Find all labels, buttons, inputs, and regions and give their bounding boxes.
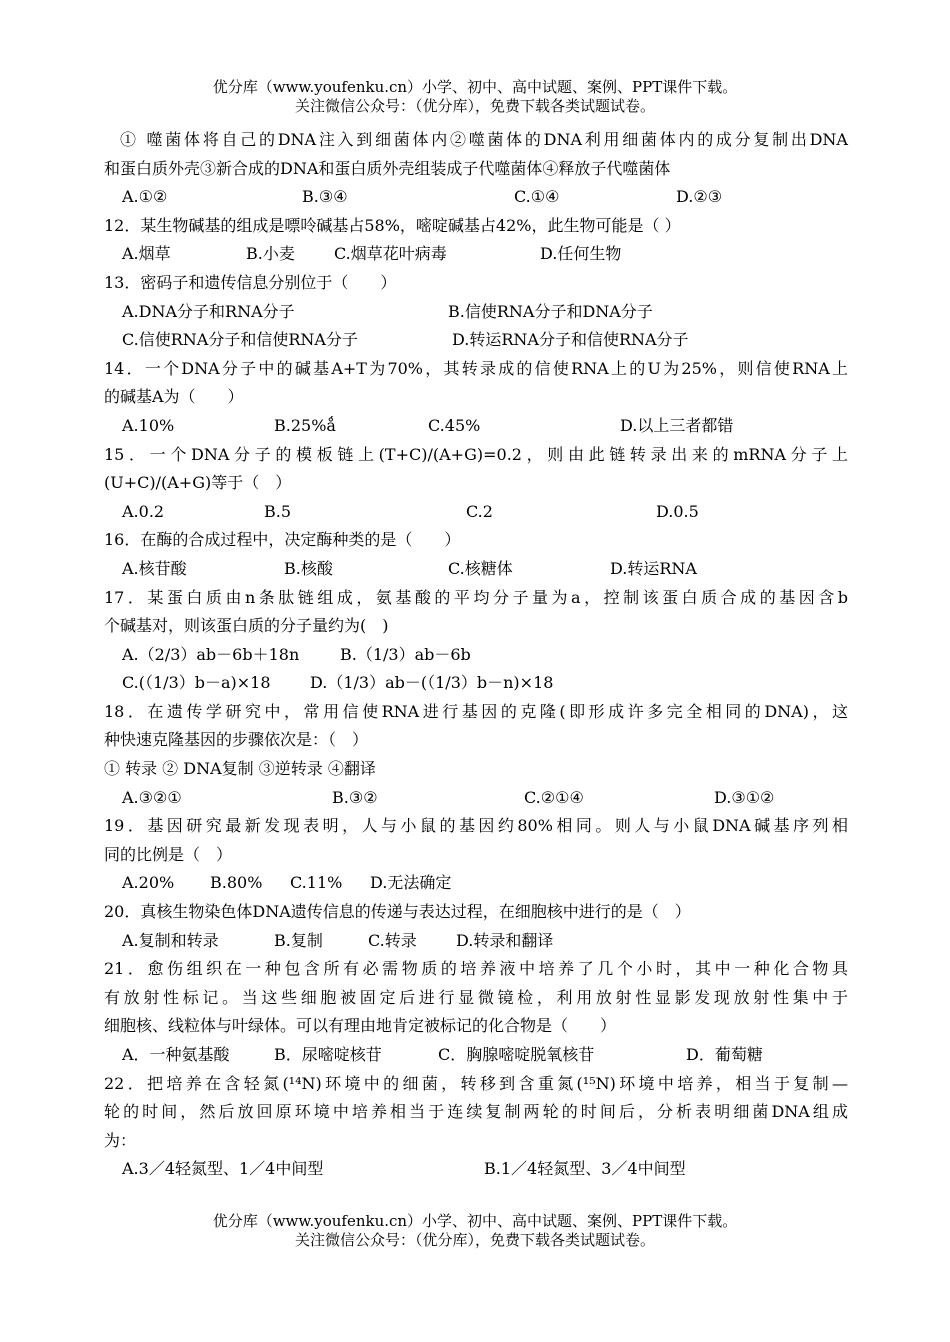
q22-options [104, 1155, 848, 1184]
q16-option-c: C.核糖体 [448, 558, 513, 578]
q21-option-b: B．尿嘧啶核苷 [274, 1045, 382, 1064]
q13-options-row-2 [104, 326, 848, 355]
q20-options [104, 927, 848, 956]
q13-stem: 13．密码子和遗传信息分别位于（ ） [104, 272, 397, 292]
q14-stem-line-1: 14．一个DNA分子中的碱基A+T为70%，其转录成的信使RNA上的U为25%，则信使RNA上 [104, 358, 848, 378]
q19-options [104, 869, 848, 898]
q12-option-a: A.烟草 [122, 244, 171, 264]
q21-option-c: C．胸腺嘧啶脱氧核苷 [438, 1045, 595, 1064]
q17-stem-line-2: 个碱基对，则该蛋白质的分子量约为( ) [104, 616, 389, 636]
q16-option-b: B.核酸 [284, 558, 333, 578]
q14-option-b: B.25%ǻ [274, 415, 336, 435]
q12-option-c: C.烟草花叶病毒 [334, 244, 447, 264]
q11-option-b: B.③④ [302, 187, 348, 207]
q15-option-a: A.0.2 [122, 501, 165, 521]
q18-steps: ① 转录 ② DNA复制 ③逆转录 ④翻译 [104, 759, 376, 779]
q18-stem-line-2: 种快速克隆基因的步骤依次是：（ ） [104, 730, 369, 750]
q15-stem-line-2: (U+C)/(A+G)等于（ ） [104, 473, 292, 493]
q14-stem-line-2: 的碱基A为（ ） [104, 387, 244, 407]
header-line-1: 优分库（www.youfenku.cn）小学、初中、高中试题、案例、PPT课件下载。 [212, 78, 738, 96]
q14-option-c: C.45% [428, 415, 481, 435]
q21-stem-line-1: 21．愈伤组织在一种包含所有必需物质的培养液中培养了几个小时，其中一种化合物具 [104, 959, 848, 979]
q11-option-a: A.①② [122, 187, 168, 207]
q22-stem-line-3: 为： [104, 1130, 137, 1150]
q19-option-c: C.11% [290, 873, 343, 893]
q11-option-c: C.①④ [514, 187, 560, 207]
q17-options-row-2 [104, 669, 848, 698]
footer-line-1: 优分库（www.youfenku.cn）小学、初中、高中试题、案例、PPT课件下载。 [212, 1212, 738, 1230]
footer-line-2: 关注微信公众号：（优分库），免费下载各类试题试卷。 [294, 1231, 655, 1249]
q15-options [104, 498, 848, 527]
q21-stem-line-2: 有放射性标记。当这些细胞被固定后进行显微镜检，利用放射性显影发现放射性集中于 [104, 987, 848, 1007]
q18-options [104, 784, 848, 813]
q18-option-a: A.③②① [122, 787, 182, 807]
q20-stem: 20．真核生物染色体DNA遗传信息的传递与表达过程，在细胞核中进行的是（ ） [104, 902, 691, 922]
q14-option-a: A.10% [122, 415, 175, 435]
q19-stem-line-2: 同的比例是（ ） [104, 844, 233, 864]
q18-option-d: D.③①② [714, 787, 775, 807]
q13-options-row-1 [104, 298, 848, 327]
q19-option-b: B.80% [210, 873, 263, 893]
q16-option-a: A.核苷酸 [122, 558, 187, 578]
q22-stem-line-1: 22．把培养在含轻氮(¹⁴N)环境中的细菌，转移到含重氮(¹⁵N)环境中培养，相当于复制— [104, 1073, 848, 1093]
q15-option-d: D.0.5 [656, 501, 699, 521]
q22-option-a: A.3／4轻氮型、1／4中间型 [122, 1159, 324, 1179]
q18-stem-line-1: 18．在遗传学研究中，常用信使RNA进行基因的克隆(即形成许多完全相同的DNA)，这 [104, 701, 848, 721]
question-body [104, 126, 848, 1184]
q21-options [104, 1041, 848, 1070]
q13-option-c: C.信使RNA分子和信使RNA分子 [122, 330, 358, 350]
q12-options [104, 240, 848, 269]
q17-option-a: A.（2/3）ab－6b＋18n [122, 644, 300, 664]
q17-option-c: C.(（1/3）b－a)×18 [122, 673, 271, 693]
q11-stem-line-2: 和蛋白质外壳③新合成的DNA和蛋白质外壳组装成子代噬菌体④释放子代噬菌体 [104, 158, 671, 178]
page-footer [0, 1212, 950, 1250]
q20-option-d: D.转录和翻译 [456, 930, 554, 950]
q18-option-c: C.②①④ [524, 787, 584, 807]
q13-option-a: A.DNA分子和RNA分子 [122, 301, 295, 321]
q22-option-b: B.1／4轻氮型、3／4中间型 [484, 1159, 686, 1179]
q13-option-d: D.转运RNA分子和信使RNA分子 [452, 330, 689, 350]
q12-option-b: B.小麦 [246, 244, 295, 264]
q20-option-a: A.复制和转录 [122, 930, 219, 950]
q16-option-d: D.转运RNA [610, 558, 697, 578]
q19-option-d: D.无法确定 [370, 873, 452, 893]
q21-stem-line-3: 细胞核、线粒体与叶绿体。可以有理由地肯定被标记的化合物是（ ） [104, 1016, 617, 1036]
q17-options-row-1 [104, 641, 848, 670]
q18-option-b: B.③② [332, 787, 378, 807]
q15-option-b: B.5 [264, 501, 292, 521]
q15-option-c: C.2 [466, 501, 493, 521]
q11-stem-line-1: ① 噬菌体将自己的DNA注入到细菌体内②噬菌体的DNA利用细菌体内的成分复制出DNA [120, 130, 848, 149]
q22-stem-line-2: 轮的时间，然后放回原环境中培养相当于连续复制两轮的时间后，分析表明细菌DNA组成 [104, 1102, 848, 1122]
q11-options [104, 183, 848, 212]
q17-option-b: B.（1/3）ab－6b [340, 644, 471, 664]
q15-stem-line-1: 15．一个DNA分子的模板链上(T+C)/(A+G)=0.2，则由此链转录出来的mRNA分子上 [104, 444, 848, 464]
q14-options [104, 412, 848, 441]
q11-option-d: D.②③ [676, 187, 723, 207]
q20-option-b: B.复制 [274, 930, 323, 950]
q16-options [104, 555, 848, 584]
q19-option-a: A.20% [122, 873, 175, 893]
q16-stem: 16．在酶的合成过程中，决定酶种类的是（ ） [104, 530, 461, 550]
q19-stem-line-1: 19．基因研究最新发现表明，人与小鼠的基因约80%相同。则人与小鼠DNA碱基序列相 [104, 816, 848, 836]
q21-option-d: D．葡萄糖 [686, 1045, 763, 1064]
q12-option-d: D.任何生物 [540, 244, 622, 264]
page-header [0, 78, 950, 116]
q21-option-a: A．一种氨基酸 [122, 1045, 230, 1064]
q20-option-c: C.转录 [368, 930, 417, 950]
q12-stem: 12．某生物碱基的组成是嘌呤碱基占58%，嘧啶碱基占42%，此生物可能是（ ） [104, 215, 681, 235]
header-line-2: 关注微信公众号：（优分库），免费下载各类试题试卷。 [294, 97, 655, 115]
q14-option-d: D.以上三者都错 [620, 415, 734, 435]
q17-option-d: D.（1/3）ab－(（1/3）b－n)×18 [310, 673, 554, 693]
q17-stem-line-1: 17．某蛋白质由n条肽链组成，氨基酸的平均分子量为a，控制该蛋白质合成的基因含b [104, 587, 848, 607]
q13-option-b: B.信使RNA分子和DNA分子 [448, 301, 653, 321]
